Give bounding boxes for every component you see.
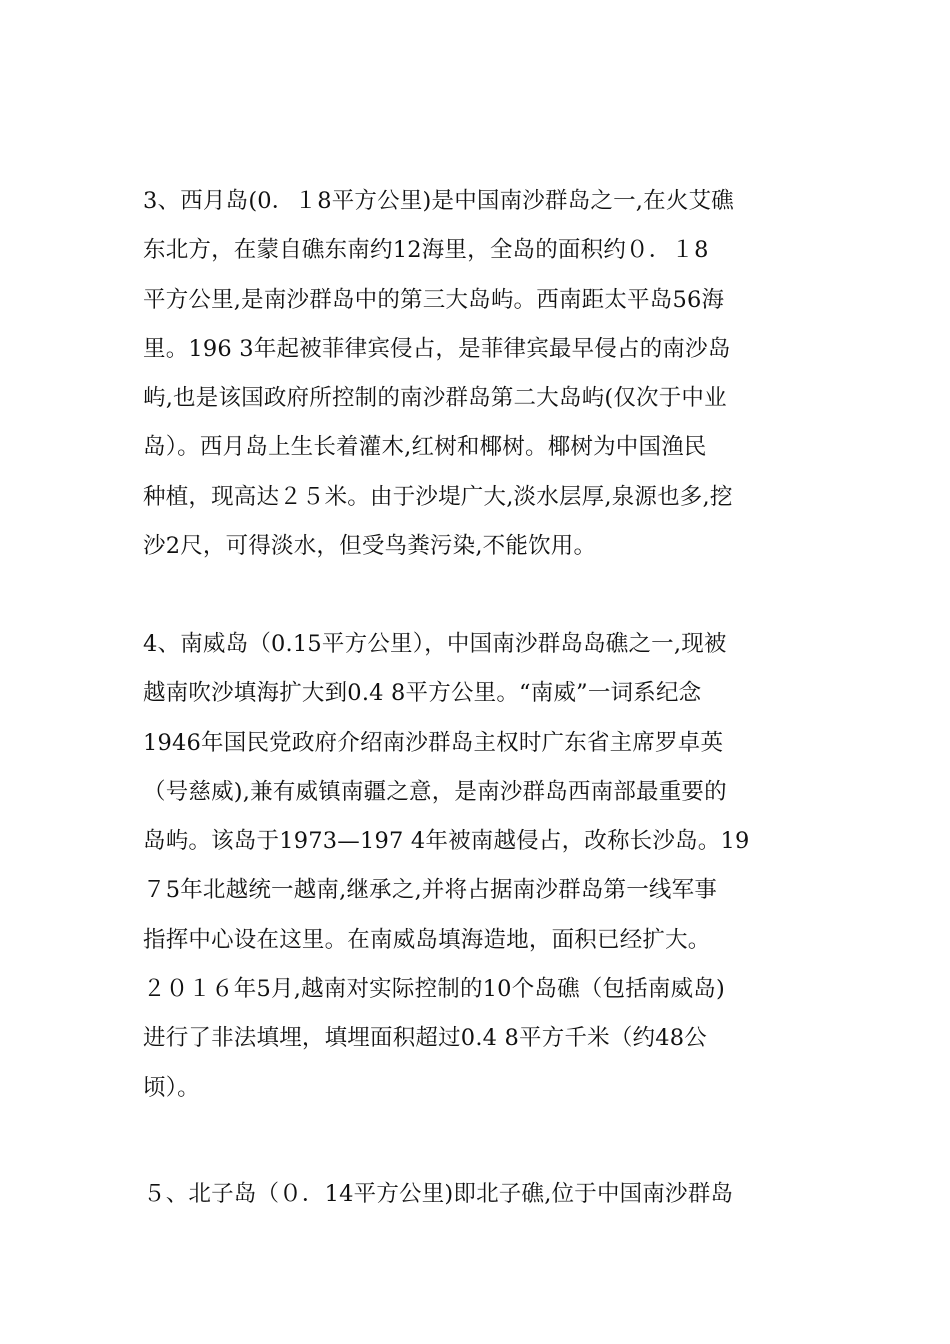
text-line: 3、西月岛(0．１8平方公里)是中国南沙群岛之一,在火艾礁: [143, 188, 734, 214]
text-line: 岛）。西月岛上生长着灌木,红树和椰树。椰树为中国渔民: [143, 434, 707, 461]
text-line: 4、南威岛（0.15平方公里），中国南沙群岛岛礁之一,现被: [143, 631, 727, 657]
text-line: ５、北子岛（０．14平方公里)即北子礁,位于中国南沙群岛: [143, 1181, 734, 1207]
paragraph-northeast-cay: [143, 1170, 807, 1219]
text-line: 平方公里,是南沙群岛中的第三大岛屿。西南距太平岛56海: [143, 286, 725, 313]
text-line: 里。196 3年起被菲律宾侵占，是菲律宾最早侵占的南沙岛: [143, 335, 731, 362]
text-line: 指挥中心设在这里。在南威岛填海造地，面积已经扩大。: [143, 926, 711, 953]
text-line: 越南吹沙填海扩大到0.4 8平方公里。“南威”一词系纪念: [143, 680, 702, 707]
text-line: 岛屿。该岛于1973—197 4年被南越侵占，改称长沙岛。19: [143, 828, 750, 855]
text-line: 顷）。: [143, 1074, 200, 1101]
text-line: 种植，现高达２５米。由于沙堤广大,淡水层厚,泉源也多,挖: [143, 483, 733, 510]
text-line: ７5年北越统一越南,继承之,并将占据南沙群岛第一线军事: [143, 877, 718, 904]
paragraph-west-york-island: [143, 177, 807, 571]
text-line: 屿,也是该国政府所控制的南沙群岛第二大岛屿(仅次于中业: [143, 385, 727, 412]
text-line: ２０１６年5月,越南对实际控制的10个岛礁（包括南威岛): [143, 976, 725, 1003]
text-line: 1946年国民党政府介绍南沙群岛主权时广东省主席罗卓英: [143, 729, 724, 756]
text-line: （号慈威),兼有威镇南疆之意，是南沙群岛西南部最重要的: [143, 778, 727, 805]
text-line: 进行了非法填埋，填埋面积超过0.4 8平方千米（约48公: [143, 1025, 707, 1052]
paragraph-spratly-island: [143, 620, 807, 1113]
text-line: 东北方，在蒙自礁东南约12海里，全岛的面积约０．１8: [143, 237, 709, 264]
text-line: 沙2尺，可得淡水，但受鸟粪污染,不能饮用。: [143, 533, 597, 560]
